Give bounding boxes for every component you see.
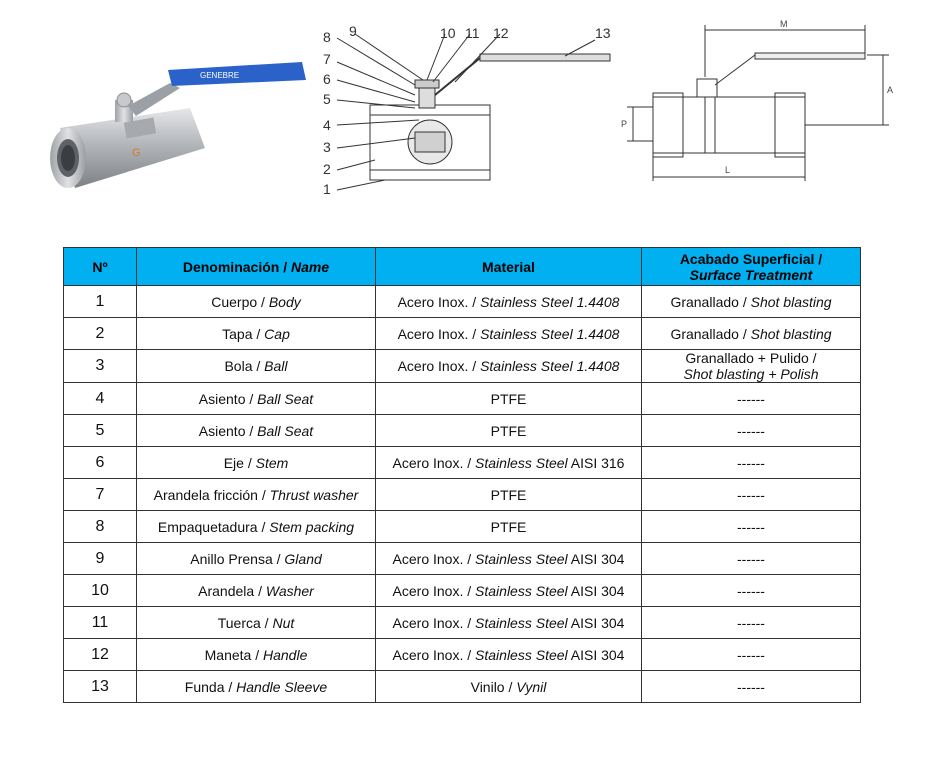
- header-finish-es: Acabado Superficial /: [679, 250, 823, 267]
- material-es: Acero Inox.: [397, 293, 469, 310]
- row-number: 6: [64, 447, 137, 479]
- row-name: Tapa / Cap: [137, 318, 376, 350]
- table-row: [64, 447, 861, 479]
- figure-row: [0, 0, 926, 225]
- callout-8: 8: [323, 29, 331, 45]
- callout-4: 4: [323, 117, 331, 133]
- row-material: Acero Inox. / Stainless Steel AISI 304: [376, 543, 642, 575]
- table-row: [64, 318, 861, 350]
- row-number: 8: [64, 511, 137, 543]
- name-es: Empaquetadura: [157, 518, 258, 535]
- dim-a: A: [887, 85, 894, 95]
- name-en: Washer: [265, 582, 314, 599]
- material-grade: AISI 304: [570, 582, 625, 599]
- row-finish: ------: [642, 479, 861, 511]
- row-material: Acero Inox. / Stainless Steel AISI 304: [376, 575, 642, 607]
- row-number: 13: [64, 671, 137, 703]
- callout-11: 11: [465, 25, 480, 41]
- row-number: 1: [64, 286, 137, 318]
- name-en: Ball Seat: [257, 422, 314, 439]
- table-row: [64, 575, 861, 607]
- row-material: PTFE: [376, 511, 642, 543]
- table-row: [64, 415, 861, 447]
- row-name: Funda / Handle Sleeve: [137, 671, 376, 703]
- row-name: Eje / Stem: [137, 447, 376, 479]
- table-row: [64, 607, 861, 639]
- material-es: Acero Inox.: [392, 454, 464, 471]
- row-number: 10: [64, 575, 137, 607]
- name-es: Cuerpo: [211, 293, 258, 310]
- callout-2: 2: [323, 161, 331, 177]
- row-finish: ------: [642, 575, 861, 607]
- table-row: [64, 671, 861, 703]
- row-name: Tuerca / Nut: [137, 607, 376, 639]
- header-material: Material: [376, 248, 642, 286]
- material-en: Stainless Steel: [475, 454, 568, 471]
- material-grade: AISI 304: [570, 550, 625, 567]
- material-en: Stainless Steel: [475, 614, 568, 631]
- row-material: PTFE: [376, 479, 642, 511]
- row-name: Asiento / Ball Seat: [137, 415, 376, 447]
- material-es: Acero Inox.: [392, 646, 464, 663]
- material-es: Acero Inox.: [397, 358, 469, 374]
- callout-3: 3: [323, 139, 331, 155]
- name-es: Funda: [184, 678, 225, 695]
- material-es: Vinilo: [470, 678, 505, 695]
- name-en: Stem packing: [269, 518, 355, 535]
- callout-7: 7: [323, 51, 331, 67]
- row-finish: ------: [642, 511, 861, 543]
- name-en: Ball: [264, 358, 288, 374]
- dim-m: M: [780, 19, 788, 29]
- dim-p: P: [621, 119, 628, 129]
- material-es: Acero Inox.: [397, 325, 469, 342]
- table-row: [64, 350, 861, 383]
- material-grade: AISI 316: [570, 454, 625, 471]
- finish-en: Shot blasting: [750, 325, 832, 342]
- callout-1: 1: [323, 181, 331, 197]
- name-en: Handle Sleeve: [236, 678, 328, 695]
- table-header-row: [64, 248, 861, 286]
- callout-13: 13: [595, 25, 611, 41]
- row-material: Acero Inox. / Stainless Steel AISI 316: [376, 447, 642, 479]
- row-finish: ------: [642, 415, 861, 447]
- header-finish-en: Surface Treatment: [689, 266, 813, 283]
- finish-es: Granallado: [670, 293, 739, 310]
- svg-text:G: G: [132, 147, 141, 159]
- row-finish: ------: [642, 543, 861, 575]
- section-drawing: [315, 20, 615, 205]
- name-es: Bola: [224, 358, 253, 374]
- finish-es: Granallado + Pulido /: [685, 350, 817, 366]
- row-finish: ------: [642, 639, 861, 671]
- row-name: Bola / Ball: [137, 350, 376, 383]
- row-finish: ------: [642, 447, 861, 479]
- row-name: Arandela / Washer: [137, 575, 376, 607]
- row-material: PTFE: [376, 383, 642, 415]
- row-name: Empaquetadura / Stem packing: [137, 511, 376, 543]
- material-es: Acero Inox.: [392, 614, 464, 631]
- row-finish: Granallado / Shot blasting: [642, 318, 861, 350]
- row-number: 4: [64, 383, 137, 415]
- finish-en: Shot blasting + Polish: [683, 366, 819, 382]
- row-material: Vinilo / Vynil: [376, 671, 642, 703]
- row-finish: ------: [642, 671, 861, 703]
- header-name-es: Denominación: [182, 258, 280, 275]
- row-number: 11: [64, 607, 137, 639]
- row-number: 2: [64, 318, 137, 350]
- row-material: Acero Inox. / Stainless Steel 1.4408: [376, 318, 642, 350]
- header-name: Denominación / Name: [137, 248, 376, 286]
- header-no: Nº: [64, 248, 137, 286]
- row-finish: ------: [642, 383, 861, 415]
- row-number: 7: [64, 479, 137, 511]
- name-en: Cap: [264, 325, 290, 342]
- row-name: Maneta / Handle: [137, 639, 376, 671]
- row-number: 3: [64, 350, 137, 383]
- name-en: Thrust washer: [269, 486, 359, 503]
- name-es: Maneta: [204, 646, 252, 663]
- row-material: PTFE: [376, 415, 642, 447]
- parts-table: [63, 247, 861, 703]
- material-en: Stainless Steel 1.4408: [480, 358, 620, 374]
- row-finish: Granallado / Shot blasting: [642, 286, 861, 318]
- name-en: Gland: [284, 550, 322, 567]
- header-name-en: Name: [291, 258, 330, 275]
- table-row: [64, 479, 861, 511]
- name-en: Body: [268, 293, 301, 310]
- row-material: Acero Inox. / Stainless Steel 1.4408: [376, 286, 642, 318]
- name-es: Tuerca: [217, 614, 261, 631]
- row-finish: [642, 350, 861, 383]
- callout-9: 9: [349, 23, 357, 39]
- table-row: [64, 383, 861, 415]
- header-finish: [642, 248, 861, 286]
- name-es: Anillo Prensa: [190, 550, 273, 567]
- dimension-drawing: [605, 15, 905, 190]
- material-es: Acero Inox.: [392, 582, 464, 599]
- dim-l: L: [725, 165, 731, 175]
- row-number: 5: [64, 415, 137, 447]
- row-finish: ------: [642, 607, 861, 639]
- valve-photo: [40, 48, 310, 198]
- material-en: Stainless Steel 1.4408: [480, 325, 620, 342]
- material-es: Acero Inox.: [392, 550, 464, 567]
- name-es: Asiento: [198, 390, 246, 407]
- table-row: [64, 511, 861, 543]
- material-grade: AISI 304: [570, 614, 625, 631]
- material-grade: AISI 304: [570, 646, 625, 663]
- name-es: Eje: [223, 454, 244, 471]
- callout-10: 10: [440, 25, 456, 41]
- callout-12: 12: [493, 25, 509, 41]
- name-en: Nut: [272, 614, 295, 631]
- brand-label: GENEBRE: [200, 71, 240, 80]
- table-row: [64, 543, 861, 575]
- row-material: Acero Inox. / Stainless Steel 1.4408: [376, 350, 642, 383]
- row-name: Arandela fricción / Thrust washer: [137, 479, 376, 511]
- table-row: [64, 286, 861, 318]
- callout-5: 5: [323, 91, 331, 107]
- name-en: Handle: [263, 646, 308, 663]
- material-en: Vynil: [516, 678, 547, 695]
- name-en: Ball Seat: [257, 390, 314, 407]
- row-name: Asiento / Ball Seat: [137, 383, 376, 415]
- name-es: Arandela fricción: [153, 486, 258, 503]
- name-es: Tapa: [222, 325, 253, 342]
- finish-en: Shot blasting: [750, 293, 832, 310]
- callout-6: 6: [323, 71, 331, 87]
- name-es: Asiento: [198, 422, 246, 439]
- row-material: Acero Inox. / Stainless Steel AISI 304: [376, 607, 642, 639]
- name-en: Stem: [255, 454, 289, 471]
- row-material: Acero Inox. / Stainless Steel AISI 304: [376, 639, 642, 671]
- name-es: Arandela: [198, 582, 255, 599]
- material-en: Stainless Steel 1.4408: [480, 293, 620, 310]
- finish-es: Granallado: [670, 325, 739, 342]
- row-number: 9: [64, 543, 137, 575]
- table-row: [64, 639, 861, 671]
- material-en: Stainless Steel: [475, 550, 568, 567]
- row-name: Anillo Prensa / Gland: [137, 543, 376, 575]
- row-number: 12: [64, 639, 137, 671]
- row-name: Cuerpo / Body: [137, 286, 376, 318]
- material-en: Stainless Steel: [475, 582, 568, 599]
- material-en: Stainless Steel: [475, 646, 568, 663]
